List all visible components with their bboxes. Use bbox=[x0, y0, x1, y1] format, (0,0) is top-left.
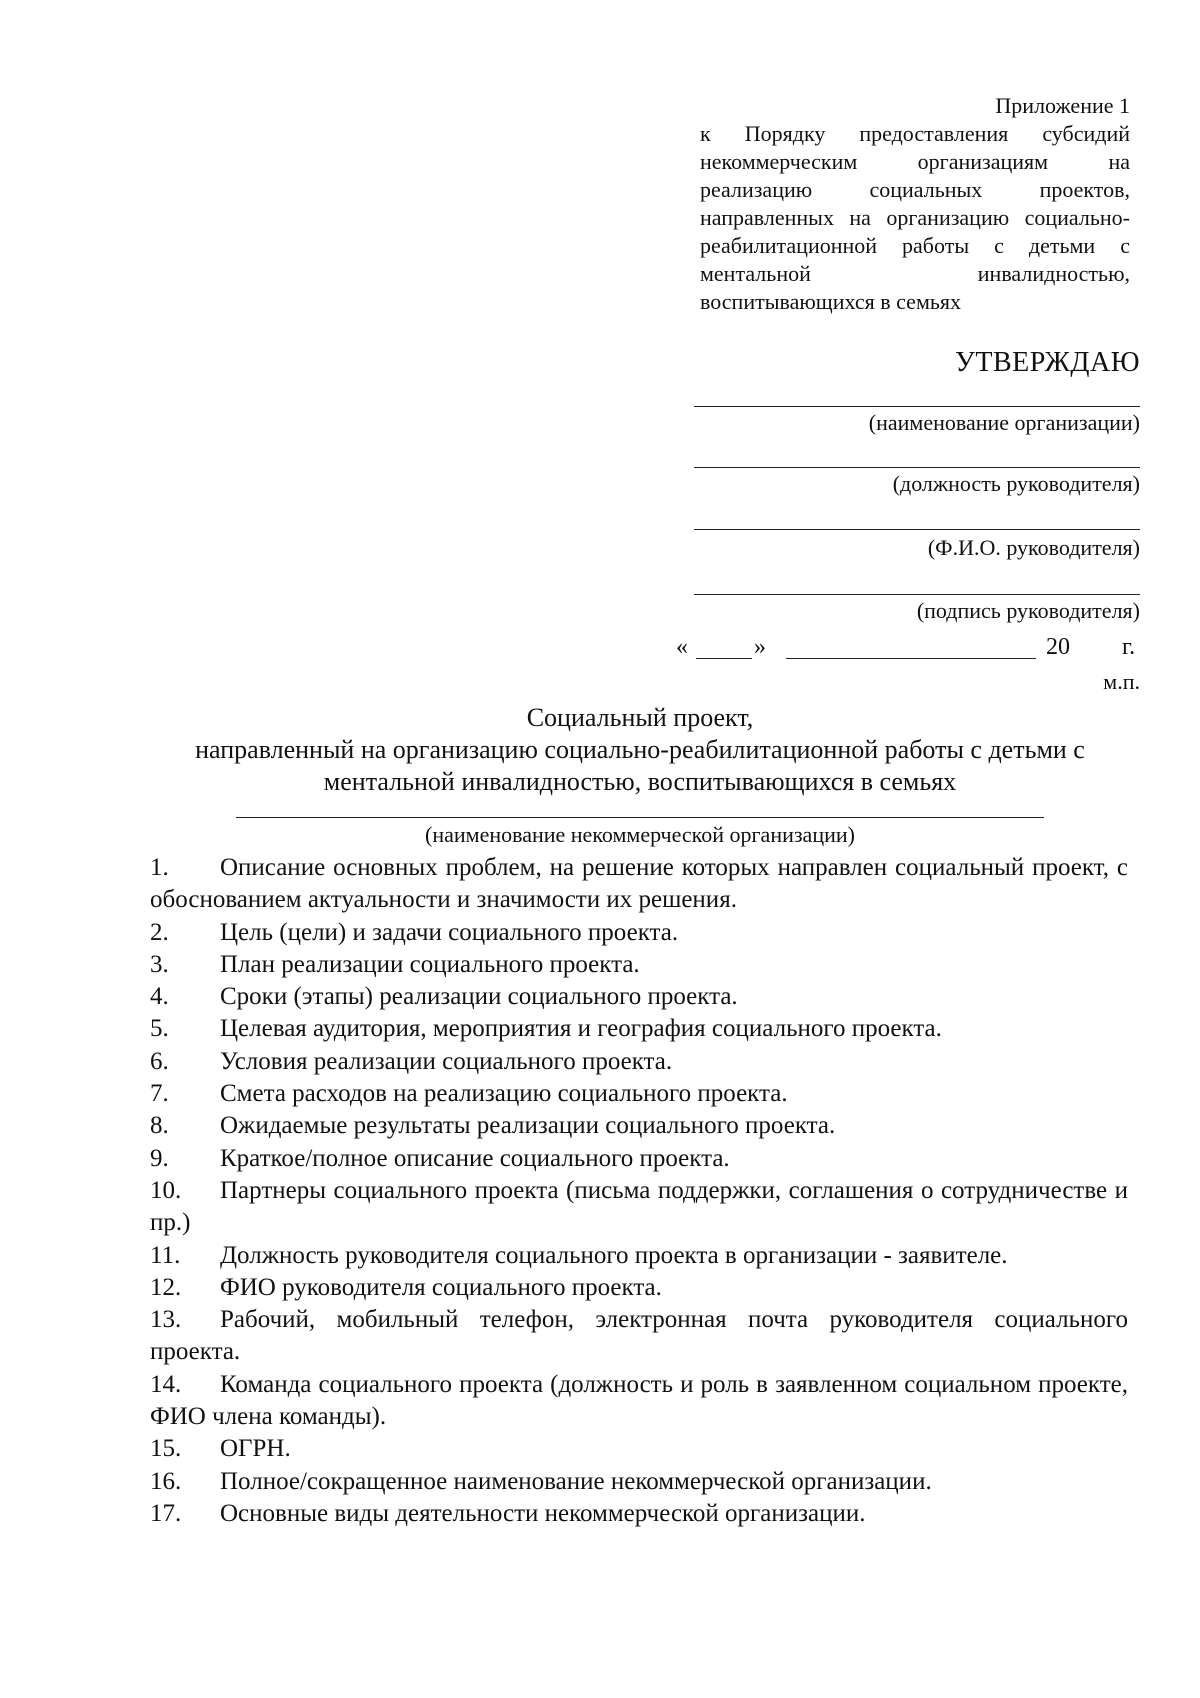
list-item-number: 17. bbox=[150, 1499, 182, 1527]
list-item-number: 15. bbox=[150, 1435, 182, 1463]
list-item bbox=[150, 1498, 1128, 1530]
list-item bbox=[150, 949, 1128, 981]
list-item-number: 8. bbox=[150, 1112, 169, 1140]
list-item-number: 5. bbox=[150, 1015, 169, 1043]
list-item-number: 13. bbox=[150, 1306, 182, 1334]
list-item-number: 6. bbox=[150, 1047, 169, 1075]
manager-position-caption: (должность руководителя) bbox=[892, 471, 1140, 496]
manager-signature-caption: (подпись руководителя) bbox=[916, 598, 1140, 623]
date-year-suffix: г. bbox=[1122, 634, 1136, 660]
list-item-text: План реализации социального проекта. bbox=[220, 950, 640, 978]
list-item bbox=[150, 1046, 1128, 1078]
list-item-number: 4. bbox=[150, 983, 169, 1011]
list-item bbox=[150, 1272, 1128, 1304]
list-item-text: Ожидаемые результаты реализации социального проекта. bbox=[220, 1112, 836, 1140]
manager-signature-line bbox=[694, 594, 1140, 595]
approval-date-row bbox=[676, 632, 1140, 664]
nonprofit-name-caption: (наименование некоммерческой организации) bbox=[425, 822, 855, 847]
list-item-number: 7. bbox=[150, 1080, 169, 1108]
list-item-text: Краткое/полное описание социального проекта. bbox=[220, 1144, 730, 1172]
list-item bbox=[150, 1078, 1128, 1110]
list-item-text: Смета расходов на реализацию социального проекта. bbox=[220, 1080, 788, 1108]
list-item bbox=[150, 1110, 1128, 1142]
list-item-number: 3. bbox=[150, 950, 169, 978]
list-item-text: Рабочий, мобильный телефон, электронная почта руководителя социального проекта. bbox=[150, 1306, 1128, 1366]
appendix-reference-text: к Порядку предоставления субсидий некоммерческим организациям на реализацию социальных проектов, направленных на организацию социально-реабилитационной работы с детьми с ментальной инвалидностью, воспитывающихся в семьях bbox=[700, 121, 1130, 314]
list-item bbox=[150, 917, 1128, 949]
list-item-text: Основные виды деятельности некоммерческой организации. bbox=[220, 1499, 866, 1527]
project-subtitle: направленный на организацию социально-реабилитационной работы с детьми с ментальной инвалидностью, воспитывающихся в семьях bbox=[195, 735, 1085, 796]
list-item-text: Условия реализации социального проекта. bbox=[220, 1047, 673, 1075]
list-item-text: Команда социального проекта (должность и роль в заявленном социальном проекте, ФИО члена команды). bbox=[150, 1370, 1128, 1431]
list-item-number: 14. bbox=[150, 1370, 182, 1398]
list-item bbox=[150, 1240, 1128, 1272]
list-item bbox=[150, 1369, 1128, 1434]
list-item bbox=[150, 1433, 1128, 1465]
manager-position-line bbox=[694, 467, 1140, 468]
date-close-quote: » bbox=[754, 634, 766, 660]
list-item-number: 12. bbox=[150, 1273, 182, 1301]
list-item bbox=[150, 852, 1128, 917]
list-item bbox=[150, 981, 1128, 1013]
list-item-number: 10. bbox=[150, 1176, 182, 1204]
list-item-text: Описание основных проблем, на решение которых направлен социальный проект, с обоснованием актуальности и значимости их решения. bbox=[150, 854, 1128, 914]
list-item-number: 11. bbox=[150, 1241, 181, 1269]
list-item-number: 1. bbox=[150, 854, 169, 881]
project-title: Социальный проект, bbox=[526, 703, 754, 732]
list-item-number: 16. bbox=[150, 1467, 182, 1495]
manager-name-line bbox=[694, 529, 1140, 530]
list-item-text: ОГРН. bbox=[220, 1435, 291, 1463]
list-item-number: 9. bbox=[150, 1144, 169, 1172]
date-day-blank bbox=[696, 658, 752, 659]
approval-title: УТВЕРЖДАЮ bbox=[955, 347, 1140, 378]
list-item bbox=[150, 1143, 1128, 1175]
list-item-text: Должность руководителя социального проекта в организации - заявителе. bbox=[220, 1241, 1008, 1269]
list-item bbox=[150, 1466, 1128, 1498]
list-item bbox=[150, 1304, 1128, 1369]
organization-name-line bbox=[694, 406, 1140, 407]
date-month-blank bbox=[786, 658, 1036, 659]
list-item bbox=[150, 1175, 1128, 1240]
list-item bbox=[150, 1013, 1128, 1045]
list-item-number: 2. bbox=[150, 918, 169, 946]
date-open-quote: « bbox=[676, 634, 688, 660]
stamp-mark: м.п. bbox=[1103, 669, 1140, 694]
manager-name-caption: (Ф.И.О. руководителя) bbox=[927, 535, 1140, 560]
date-year-prefix: 20 bbox=[1046, 634, 1070, 660]
list-item-text: Сроки (этапы) реализации социального проекта. bbox=[220, 983, 738, 1011]
list-item-text: Цель (цели) и задачи социального проекта. bbox=[220, 918, 679, 946]
list-item-text: ФИО руководителя социального проекта. bbox=[220, 1273, 662, 1301]
nonprofit-name-line bbox=[236, 817, 1044, 818]
appendix-number: Приложение 1 bbox=[995, 93, 1130, 118]
organization-name-caption: (наименование организации) bbox=[868, 410, 1140, 435]
list-item-text: Целевая аудитория, мероприятия и география социального проекта. bbox=[220, 1015, 942, 1043]
list-item-text: Партнеры социального проекта (письма поддержки, соглашения о сотрудничестве и пр.) bbox=[150, 1176, 1128, 1237]
project-requirements-list bbox=[150, 852, 1128, 1530]
list-item-text: Полное/сокращенное наименование некоммерческой организации. bbox=[220, 1467, 932, 1495]
